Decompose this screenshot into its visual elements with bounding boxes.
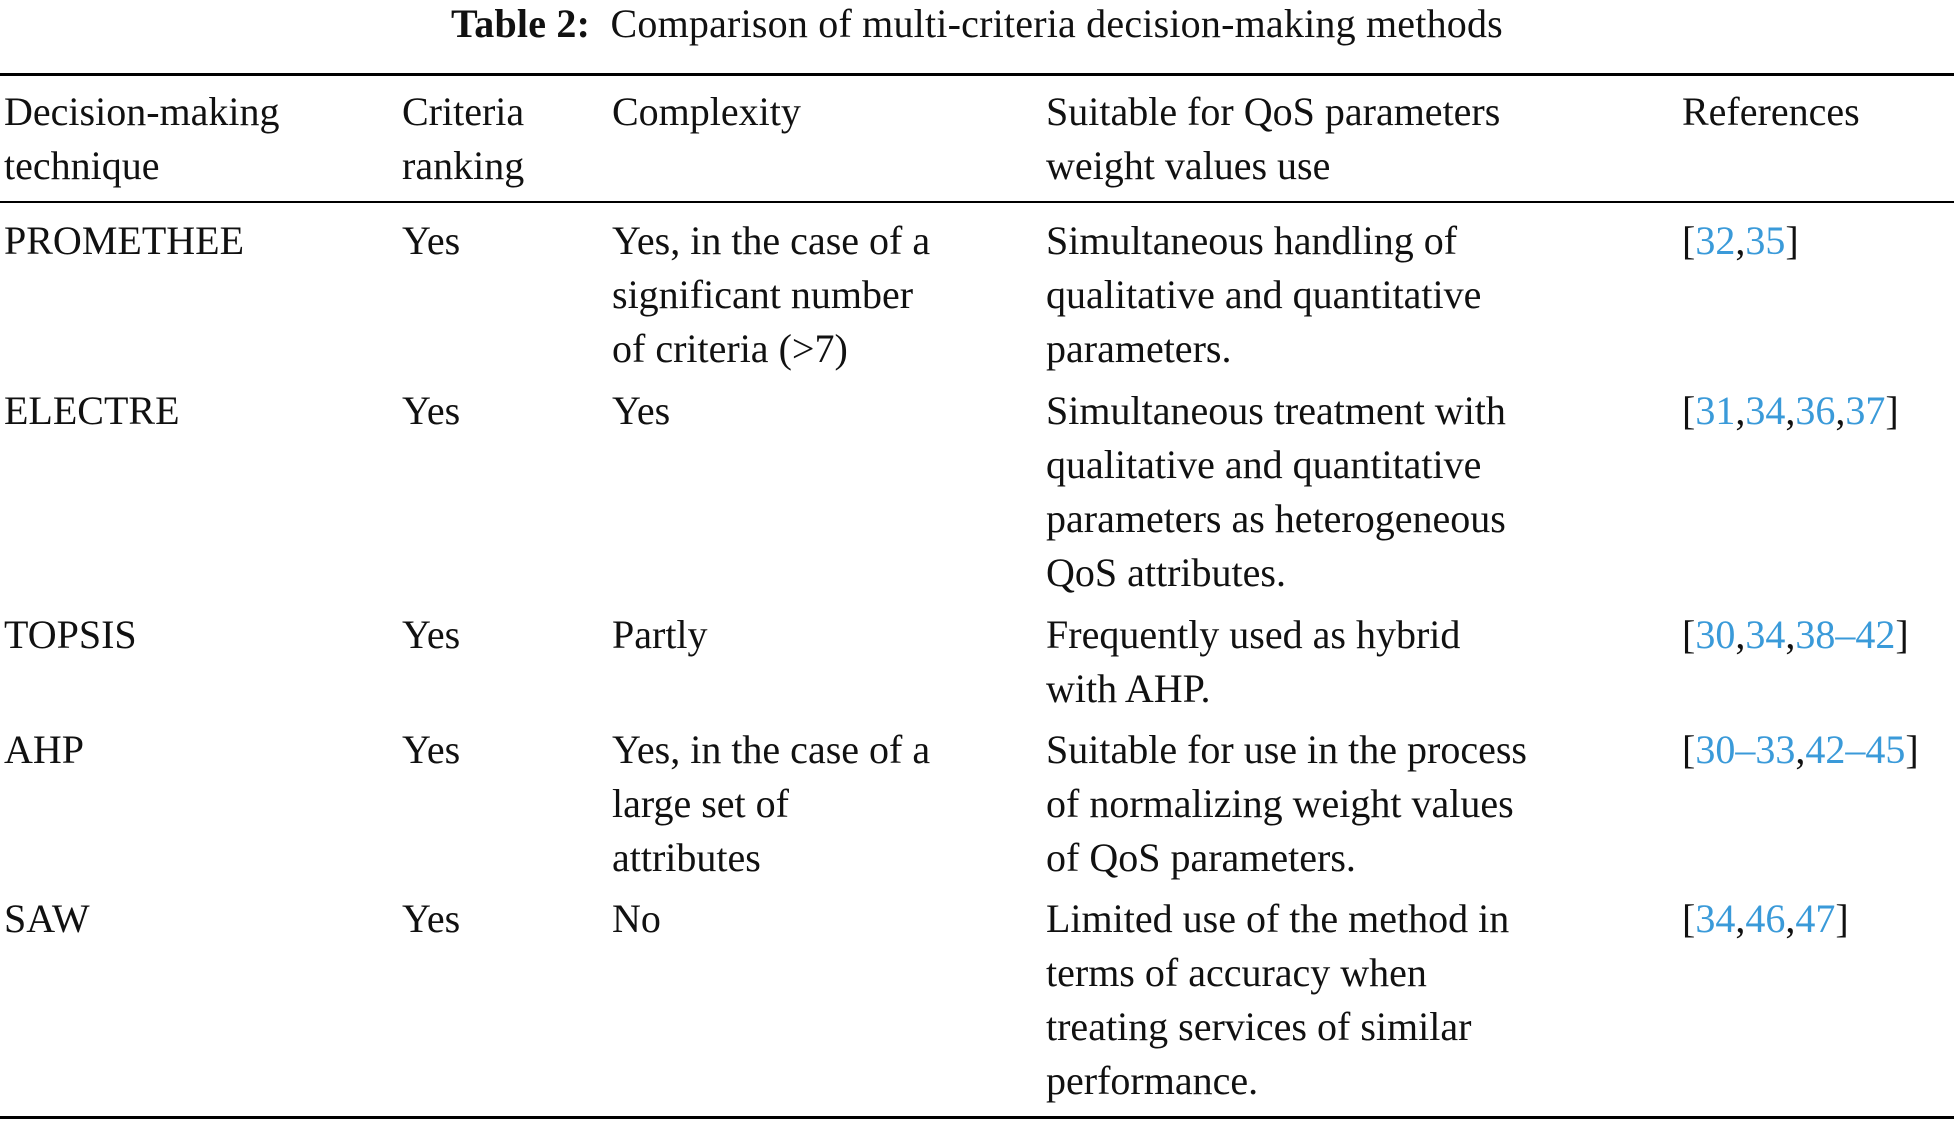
- row-electre-technique: ELECTRE: [4, 388, 180, 433]
- row-electre-suitable: Simultaneous treatment with qualitative and quantitative parameters as heterogeneous QoS attributes.: [1046, 388, 1506, 595]
- citation-link[interactable]: 36: [1795, 388, 1836, 433]
- citation-link[interactable]: 37: [1845, 388, 1886, 433]
- row-ahp-ranking: Yes: [402, 727, 461, 772]
- row-electre-ranking: Yes: [402, 388, 461, 433]
- row-saw-technique: SAW: [4, 896, 90, 941]
- row-topsis-suitable: Frequently used as hybrid with AHP.: [1046, 612, 1461, 711]
- row-ahp-technique: AHP: [4, 727, 85, 772]
- header-references: References: [1682, 89, 1860, 134]
- citation-link[interactable]: 46: [1745, 896, 1786, 941]
- row-promethee-suitable: Simultaneous handling of qualitative and quantitative parameters.: [1046, 218, 1482, 371]
- row-promethee-references: [32,35]: [1682, 218, 1799, 263]
- table-caption: [0, 0, 1954, 48]
- row-topsis-technique: TOPSIS: [4, 612, 137, 657]
- table-bottom-rule: [0, 1116, 1954, 1119]
- citation-link[interactable]: 30: [1695, 612, 1736, 657]
- table-top-rule: [0, 73, 1954, 76]
- citation-link[interactable]: 34: [1745, 612, 1786, 657]
- row-ahp-complexity: Yes, in the case of a large set of attributes: [612, 727, 931, 880]
- row-electre-complexity: Yes: [612, 388, 671, 433]
- table-caption-text: Comparison of multi-criteria decision-making methods: [610, 1, 1503, 46]
- row-promethee-technique: PROMETHEE: [4, 218, 244, 263]
- table-header-rule: [0, 201, 1954, 203]
- citation-link[interactable]: 34: [1695, 896, 1736, 941]
- header-technique: Decision-making technique: [4, 89, 280, 188]
- row-topsis-ranking: Yes: [402, 612, 461, 657]
- citation-link[interactable]: 31: [1695, 388, 1736, 433]
- row-saw-suitable: Limited use of the method in terms of accuracy when treating services of similar performance.: [1046, 896, 1510, 1103]
- citation-link[interactable]: 32: [1695, 218, 1736, 263]
- row-saw-complexity: No: [612, 896, 661, 941]
- citation-link[interactable]: 47: [1795, 896, 1836, 941]
- citation-link[interactable]: 38–42: [1795, 612, 1896, 657]
- row-saw-ranking: Yes: [402, 896, 461, 941]
- row-topsis-references: [30,34,38–42]: [1682, 612, 1909, 657]
- row-promethee-complexity: Yes, in the case of a significant number of criteria (>7): [612, 218, 931, 371]
- citation-link[interactable]: 30–33: [1695, 727, 1796, 772]
- header-suitable: Suitable for QoS parameters weight values use: [1046, 89, 1501, 188]
- row-topsis-complexity: Partly: [612, 612, 708, 657]
- header-criteria-ranking: Criteria ranking: [402, 89, 525, 188]
- row-ahp-suitable: Suitable for use in the process of normalizing weight values of QoS parameters.: [1046, 727, 1527, 880]
- citation-link[interactable]: 42–45: [1805, 727, 1906, 772]
- citation-link[interactable]: 34: [1745, 388, 1786, 433]
- table-caption-label: Table 2:: [451, 1, 591, 46]
- row-promethee-ranking: Yes: [402, 218, 461, 263]
- row-saw-references: [34,46,47]: [1682, 896, 1849, 941]
- row-ahp-references: [30–33,42–45]: [1682, 727, 1919, 772]
- header-complexity: Complexity: [612, 89, 801, 134]
- row-electre-references: [31,34,36,37]: [1682, 388, 1899, 433]
- citation-link[interactable]: 35: [1745, 218, 1786, 263]
